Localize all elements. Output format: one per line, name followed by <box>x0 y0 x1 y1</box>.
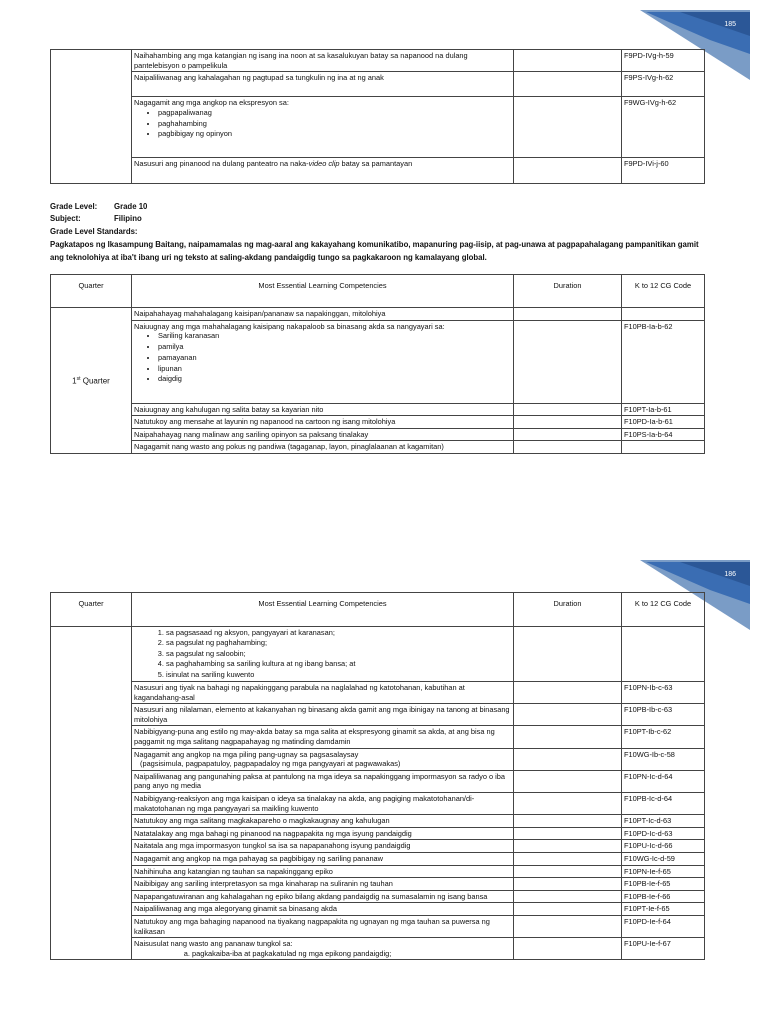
list-item: 2. sa pagsulat ng paghahambing; <box>166 638 511 648</box>
duration-cell <box>514 416 622 429</box>
list-item: 4. sa paghahambing sa sariling kultura at ng ibang bansa; at <box>166 659 511 669</box>
code-cell: F10PN-Ie-f-65 <box>622 865 705 878</box>
duration-cell <box>514 726 622 748</box>
duration-cell <box>514 428 622 441</box>
code-cell: F10PT-Ic-d-63 <box>622 815 705 828</box>
competency-cell: Naipaliliwanag ang mga alegoryang ginamit sa binasang akda <box>132 903 514 916</box>
table-row <box>51 865 705 878</box>
list-item: 3. sa pagsulat ng saloobin; <box>166 649 511 659</box>
bullet-list <box>134 108 511 140</box>
competency-table-grade10 <box>50 274 705 454</box>
duration-cell <box>514 748 622 770</box>
standards-label: Grade Level Standards: <box>50 226 138 236</box>
list-item: • pamayanan <box>158 353 511 364</box>
duration-cell <box>514 627 622 682</box>
competency-cell: Natutukoy ang mga bahaging napanood na tiyakang nagpapakita ng ugnayan ng mga tauhan sa puwersa ng kalikasan <box>132 915 514 937</box>
competency-cell <box>132 627 514 682</box>
table-row <box>51 308 705 321</box>
competency-intro: Nagagamit ang mga angkop na ekspresyon sa: <box>134 98 289 108</box>
list-item: 5. isinulat na sariling kuwento <box>166 670 511 680</box>
table-row <box>51 97 705 158</box>
table-row <box>51 72 705 97</box>
competency-cell: Natutukoy ang mga salitang magkakapareho o magkakaugnay ang kahulugan <box>132 815 514 828</box>
table-row <box>51 852 705 865</box>
competency-cell <box>132 97 514 158</box>
quarter-cell <box>51 308 132 454</box>
header-duration: Duration <box>514 275 622 308</box>
quarter-word: Quarter <box>80 376 110 386</box>
code-cell: F10WG-Ic-d-59 <box>622 852 705 865</box>
code-cell: F10PS-Ia-b-64 <box>622 428 705 441</box>
table-row <box>51 815 705 828</box>
code-cell: F10PT-Ia-b-61 <box>622 403 705 416</box>
code-cell <box>622 627 705 682</box>
quarter-number: 1 <box>72 376 77 386</box>
duration-cell <box>514 308 622 321</box>
list-item: • lipunan <box>158 364 511 375</box>
table-row <box>51 403 705 416</box>
duration-cell <box>514 827 622 840</box>
duration-cell <box>514 890 622 903</box>
duration-cell <box>514 441 622 454</box>
competency-cell: Nasusuri ang nilalaman, elemento at kakanyahan ng binasang akda gamit ang mga ibinigay na tanong at binasang mitolohiya <box>132 704 514 726</box>
competency-intro: Naisusulat nang wasto ang pananaw tungkol sa: <box>134 939 293 949</box>
header-quarter: Quarter <box>51 593 132 627</box>
competency-cell: Nabibigyang-reaksiyon ang mga kaisipan o ideya sa tinalakay na akda, ang pagiging makatotohanan/di-makatotohanan ng mga pangyayari sa maikling kuwento <box>132 792 514 814</box>
competency-cell: Naipahahayag nang malinaw ang sariling opinyon sa paksang tinalakay <box>132 428 514 441</box>
grade-level-info <box>50 201 710 264</box>
duration-cell <box>514 403 622 416</box>
competency-text: Nagagamit ang angkop na mga piling pang-ugnay sa pagsasalaysay <box>134 749 359 759</box>
header-competencies: Most Essential Learning Competencies <box>132 593 514 627</box>
header-quarter: Quarter <box>51 275 132 308</box>
duration-cell <box>514 320 622 403</box>
header-code: K to 12 CG Code <box>622 593 705 627</box>
list-item: • daigdig <box>158 374 511 385</box>
table-row <box>51 827 705 840</box>
duration-cell <box>514 770 622 792</box>
table-row <box>51 770 705 792</box>
grade-level-value: Grade 10 <box>114 202 148 211</box>
competency-intro: Naiuugnay ang mga mahahalagang kaisipang nakapaloob sa binasang akda sa nangyayari sa: <box>134 321 445 331</box>
competency-cell: Naibibigay ang sariling interpretasyon sa mga kinaharap na suliranin ng tauhan <box>132 878 514 891</box>
code-cell: F10PU-Ie-f-67 <box>622 938 705 960</box>
code-cell: F9PD-IVi-j-60 <box>622 158 705 184</box>
competency-italic: video clip <box>308 159 340 169</box>
competency-cell: Nagagamit ang angkop na mga pahayag sa pagbibigay ng sariling pananaw <box>132 852 514 865</box>
quarter-cell <box>51 627 132 960</box>
code-cell: F10PB-Ib-c-63 <box>622 704 705 726</box>
code-cell: F10WG-Ib-c-58 <box>622 748 705 770</box>
table-row <box>51 441 705 454</box>
table-row <box>51 158 705 184</box>
duration-cell <box>514 852 622 865</box>
header-duration: Duration <box>514 593 622 627</box>
duration-cell <box>514 682 622 704</box>
table-row <box>51 682 705 704</box>
code-cell: F10PN-Ic-d-64 <box>622 770 705 792</box>
table-row <box>51 840 705 853</box>
code-cell <box>622 308 705 321</box>
competency-cell: Naiuugnay ang kahulugan ng salita batay sa kayarian nito <box>132 403 514 416</box>
list-item: a. pagkakaiba-iba at pagkakatulad ng mga epikong pandaigdig; <box>192 949 511 959</box>
code-cell: F10PB-Ie-f-66 <box>622 890 705 903</box>
page-number: 186 <box>724 571 736 578</box>
duration-cell <box>514 938 622 960</box>
competency-text: batay sa pamantayan <box>339 159 413 169</box>
competency-subtext: (pagsisimula, pagpapatuloy, pagpapadaloy ng mga pangyayari at pagwawakas) <box>140 759 401 769</box>
code-cell: F10PD-Ie-f-64 <box>622 915 705 937</box>
duration-cell <box>514 865 622 878</box>
table-row <box>51 938 705 960</box>
duration-cell <box>514 840 622 853</box>
table-row <box>51 878 705 891</box>
competency-cell <box>132 158 514 184</box>
code-cell: F10PT-Ie-f-65 <box>622 903 705 916</box>
duration-cell <box>514 72 622 97</box>
competency-table-grade10-continued <box>50 592 705 960</box>
competency-cell: Nagagamit nang wasto ang pokus ng pandiwa (tagaganap, layon, pinaglalaanan at kagamitan) <box>132 441 514 454</box>
table-row <box>51 792 705 814</box>
competency-cell: Naihahambing ang mga katangian ng isang ina noon at sa kasalukuyan batay sa napanood na dulang pantelebisyon o pampelikula <box>132 50 514 72</box>
code-cell: F10PN-Ib-c-63 <box>622 682 705 704</box>
numbered-list <box>134 628 511 680</box>
competency-cell: Natatalakay ang mga bahagi ng pinanood na nagpapakita ng mga isyung pandaigdig <box>132 827 514 840</box>
competency-cell: Napapangatuwiranan ang kahalagahan ng epiko bilang akdang pandaigdig na sumasalamin ng isang bansa <box>132 890 514 903</box>
duration-cell <box>514 915 622 937</box>
table-row <box>51 627 705 682</box>
competency-cell: Naipaliliwanag ang pangunahing paksa at pantulong na mga ideya sa napakinggang impormasyon sa radyo o iba pang anyo ng media <box>132 770 514 792</box>
table-row <box>51 903 705 916</box>
table-header-row <box>51 593 705 627</box>
standards-text: Pagkatapos ng Ikasampung Baitang, naipamamalas ng mag-aaral ang kakayahang komunikatibo, mapanuring pag-iisip, at pag-unawa at pagpapahalagang pampanitikan gamit ang teknolohiya at iba't ibang uri ng teksto at saling-akdang pandaigdig tungo sa pagkakaroon ng kamalayang global. <box>50 240 699 263</box>
subject-value: Filipino <box>114 214 142 224</box>
table-row <box>51 320 705 403</box>
duration-cell <box>514 158 622 184</box>
page-number: 185 <box>724 21 736 28</box>
table-row <box>51 704 705 726</box>
code-cell <box>622 441 705 454</box>
duration-cell <box>514 792 622 814</box>
code-cell: F10PB-Ie-f-65 <box>622 878 705 891</box>
duration-cell <box>514 97 622 158</box>
competency-cell: Nabibigyang-puna ang estilo ng may-akda batay sa mga salita at ekspresyong ginamit sa akda, at ang bisa ng paggamit ng mga salitang nagpapahayag ng matinding damdamin <box>132 726 514 748</box>
duration-cell <box>514 704 622 726</box>
table-row <box>51 748 705 770</box>
code-cell: F9WG-IVg-h-62 <box>622 97 705 158</box>
subject-label: Subject: <box>50 214 81 224</box>
document-page-186 <box>0 550 768 1024</box>
page-gap <box>0 520 768 550</box>
code-cell: F10PT-Ib-c-62 <box>622 726 705 748</box>
competency-cell <box>132 320 514 403</box>
code-cell: F10PB-Ia-b-62 <box>622 320 705 403</box>
duration-cell <box>514 878 622 891</box>
competency-cell: Nasusuri ang tiyak na bahagi ng napakinggang parabula na naglalahad ng katotohanan, kabutihan at kagandahang-asal <box>132 682 514 704</box>
bullet-list <box>134 331 511 385</box>
duration-cell <box>514 50 622 72</box>
list-item: 1. sa pagsasaad ng aksyon, pangyayari at karanasan; <box>166 628 511 638</box>
list-item: • pagbibigay ng opinyon <box>158 129 511 140</box>
table-header-row <box>51 275 705 308</box>
competency-cell <box>132 938 514 960</box>
list-item: • pagpapaliwanag <box>158 108 511 119</box>
table-row <box>51 915 705 937</box>
competency-cell: Natutukoy ang mensahe at layunin ng napanood na cartoon ng isang mitolohiya <box>132 416 514 429</box>
quarter-suffix: st <box>76 375 81 382</box>
grade-level-label: Grade Level: <box>50 202 98 211</box>
competency-cell: Nahihinuha ang katangian ng tauhan sa napakinggang epiko <box>132 865 514 878</box>
code-cell: F10PU-Ic-d-66 <box>622 840 705 853</box>
list-item: • Sariling karanasan <box>158 331 511 342</box>
list-item: • pamilya <box>158 342 511 353</box>
competency-cell: Naitatala ang mga impormasyon tungkol sa isa sa napapanahong isyung pandaigdig <box>132 840 514 853</box>
competency-cell: Naipaliliwanag ang kahalagahan ng pagtupad sa tungkulin ng ina at ng anak <box>132 72 514 97</box>
table-row <box>51 726 705 748</box>
header-competencies: Most Essential Learning Competencies <box>132 275 514 308</box>
table-row <box>51 50 705 72</box>
code-cell: F9PD-IVg-h-59 <box>622 50 705 72</box>
table-row <box>51 428 705 441</box>
competency-cell <box>132 748 514 770</box>
competency-table-grade9-continued <box>50 49 705 184</box>
lettered-list <box>134 949 511 959</box>
quarter-cell <box>51 50 132 184</box>
code-cell: F10PD-Ic-d-63 <box>622 827 705 840</box>
header-code: K to 12 CG Code <box>622 275 705 308</box>
duration-cell <box>514 815 622 828</box>
duration-cell <box>514 903 622 916</box>
competency-cell: Naipahahayag mahahalagang kaisipan/pananaw sa napakinggan, mitolohiya <box>132 308 514 321</box>
table-row <box>51 416 705 429</box>
code-cell: F10PD-Ia-b-61 <box>622 416 705 429</box>
competency-text: Nasusuri ang pinanood na dulang panteatro na naka- <box>134 159 309 169</box>
code-cell: F10PB-Ic-d-64 <box>622 792 705 814</box>
list-item: • paghahambing <box>158 119 511 130</box>
code-cell: F9PS-IVg-h-62 <box>622 72 705 97</box>
table-row <box>51 890 705 903</box>
